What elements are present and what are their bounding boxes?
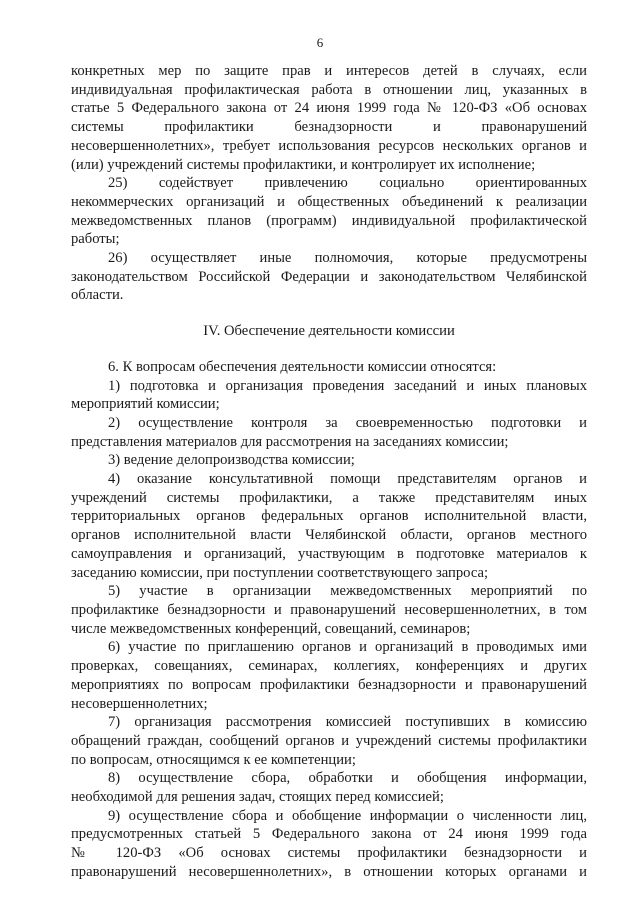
text-line: представления материалов для рассмотрения на заседаниях комиссии; bbox=[71, 433, 509, 450]
text-line: несовершеннолетних», требует использования ресурсов нескольких органов и bbox=[71, 137, 587, 154]
text-line: 26) осуществляет иные полномочия, которые предусмотрены bbox=[108, 250, 587, 267]
text-line: межведомственных планов (программ) индивидуальной профилактической bbox=[71, 212, 587, 229]
text-line: 2) осуществление контроля за своевременностью подготовки и bbox=[108, 414, 587, 431]
text-line: необходимой для решения задач, стоящих перед комиссией; bbox=[71, 789, 444, 806]
text-line: несовершеннолетних; bbox=[71, 695, 208, 712]
text-line: правонарушений несовершеннолетних», в отношении которых органами и bbox=[71, 863, 587, 880]
text-line: проверках, совещаниях, семинарах, коллегиях, конференциях и других bbox=[71, 658, 587, 675]
text-line: обращений граждан, сообщений органов и учреждений системы профилактики bbox=[71, 732, 587, 749]
text-line: самоуправления и организаций, участвующим в подготовке материалов к bbox=[71, 545, 587, 562]
text-line: мероприятий комиссии; bbox=[71, 396, 220, 413]
text-line: мероприятиях по вопросам профилактики безнадзорности и правонарушений bbox=[71, 676, 587, 693]
text-line: 5) участие в организации межведомственных мероприятий по bbox=[108, 583, 587, 600]
text-line: статье 5 Федерального закона от 24 июня 1999 года № 120-ФЗ «Об основах bbox=[71, 100, 587, 117]
page-number: 6 bbox=[316, 35, 324, 50]
section-heading: IV. Обеспечение деятельности комиссии bbox=[203, 323, 455, 340]
text-line: 7) организация рассмотрения комиссией поступивших в комиссию bbox=[108, 714, 587, 731]
text-line: некоммерческих организаций и общественных объединений к реализации bbox=[71, 193, 587, 210]
text-line: заседанию комиссии, при поступлении соответствующего запроса; bbox=[71, 564, 489, 581]
text-line: 4) оказание консультативной помощи представителям органов и bbox=[108, 471, 587, 488]
text-line: 25) содействует привлечению социально ориентированных bbox=[108, 175, 587, 192]
text-line: работы; bbox=[71, 231, 120, 248]
document-body bbox=[71, 62, 587, 882]
text-line: (или) учреждений системы профилактики, и контролирует их исполнение; bbox=[71, 156, 536, 173]
text-line: 1) подготовка и организация проведения заседаний и иных плановых bbox=[108, 377, 587, 394]
text-line: № 120-ФЗ «Об основах системы профилактики безнадзорности и bbox=[71, 845, 587, 862]
text-line: органов исполнительной власти Челябинской области, органов местного bbox=[71, 527, 587, 544]
text-line: индивидуальная профилактическая работа в отношении лиц, указанных в bbox=[71, 81, 587, 98]
text-line: 8) осуществление сбора, обработки и обобщения информации, bbox=[108, 770, 587, 787]
text-line: законодательством Российской Федерации и законодательством Челябинской bbox=[71, 268, 587, 285]
text-line: по вопросам, относящимся к ее компетенции; bbox=[71, 751, 356, 768]
text-line: 6. К вопросам обеспечения деятельности комиссии относятся: bbox=[108, 358, 497, 375]
text-line: конкретных мер по защите прав и интересов детей в случаях, если bbox=[71, 63, 587, 79]
text-line: 6) участие по приглашению органов и организаций в проводимых ими bbox=[108, 639, 587, 656]
text-line: территориальных органов федеральных органов исполнительной власти, bbox=[71, 508, 587, 525]
text-line: системы профилактики безнадзорности и правонарушений bbox=[71, 119, 587, 136]
text-line: числе межведомственных конференций, совещаний, семинаров; bbox=[71, 620, 471, 637]
text-line: 9) осуществление сбора и обобщение информации о численности лиц, bbox=[108, 807, 587, 824]
text-line: 3) ведение делопроизводства комиссии; bbox=[108, 452, 355, 469]
text-line: учреждений системы профилактики, а также представителям иных bbox=[71, 489, 587, 506]
text-line: профилактике безнадзорности и правонарушений несовершеннолетних, в том bbox=[71, 601, 587, 618]
text-line: предусмотренных статьей 5 Федерального закона от 24 июня 1999 года bbox=[71, 826, 587, 843]
text-line: области. bbox=[71, 287, 124, 304]
